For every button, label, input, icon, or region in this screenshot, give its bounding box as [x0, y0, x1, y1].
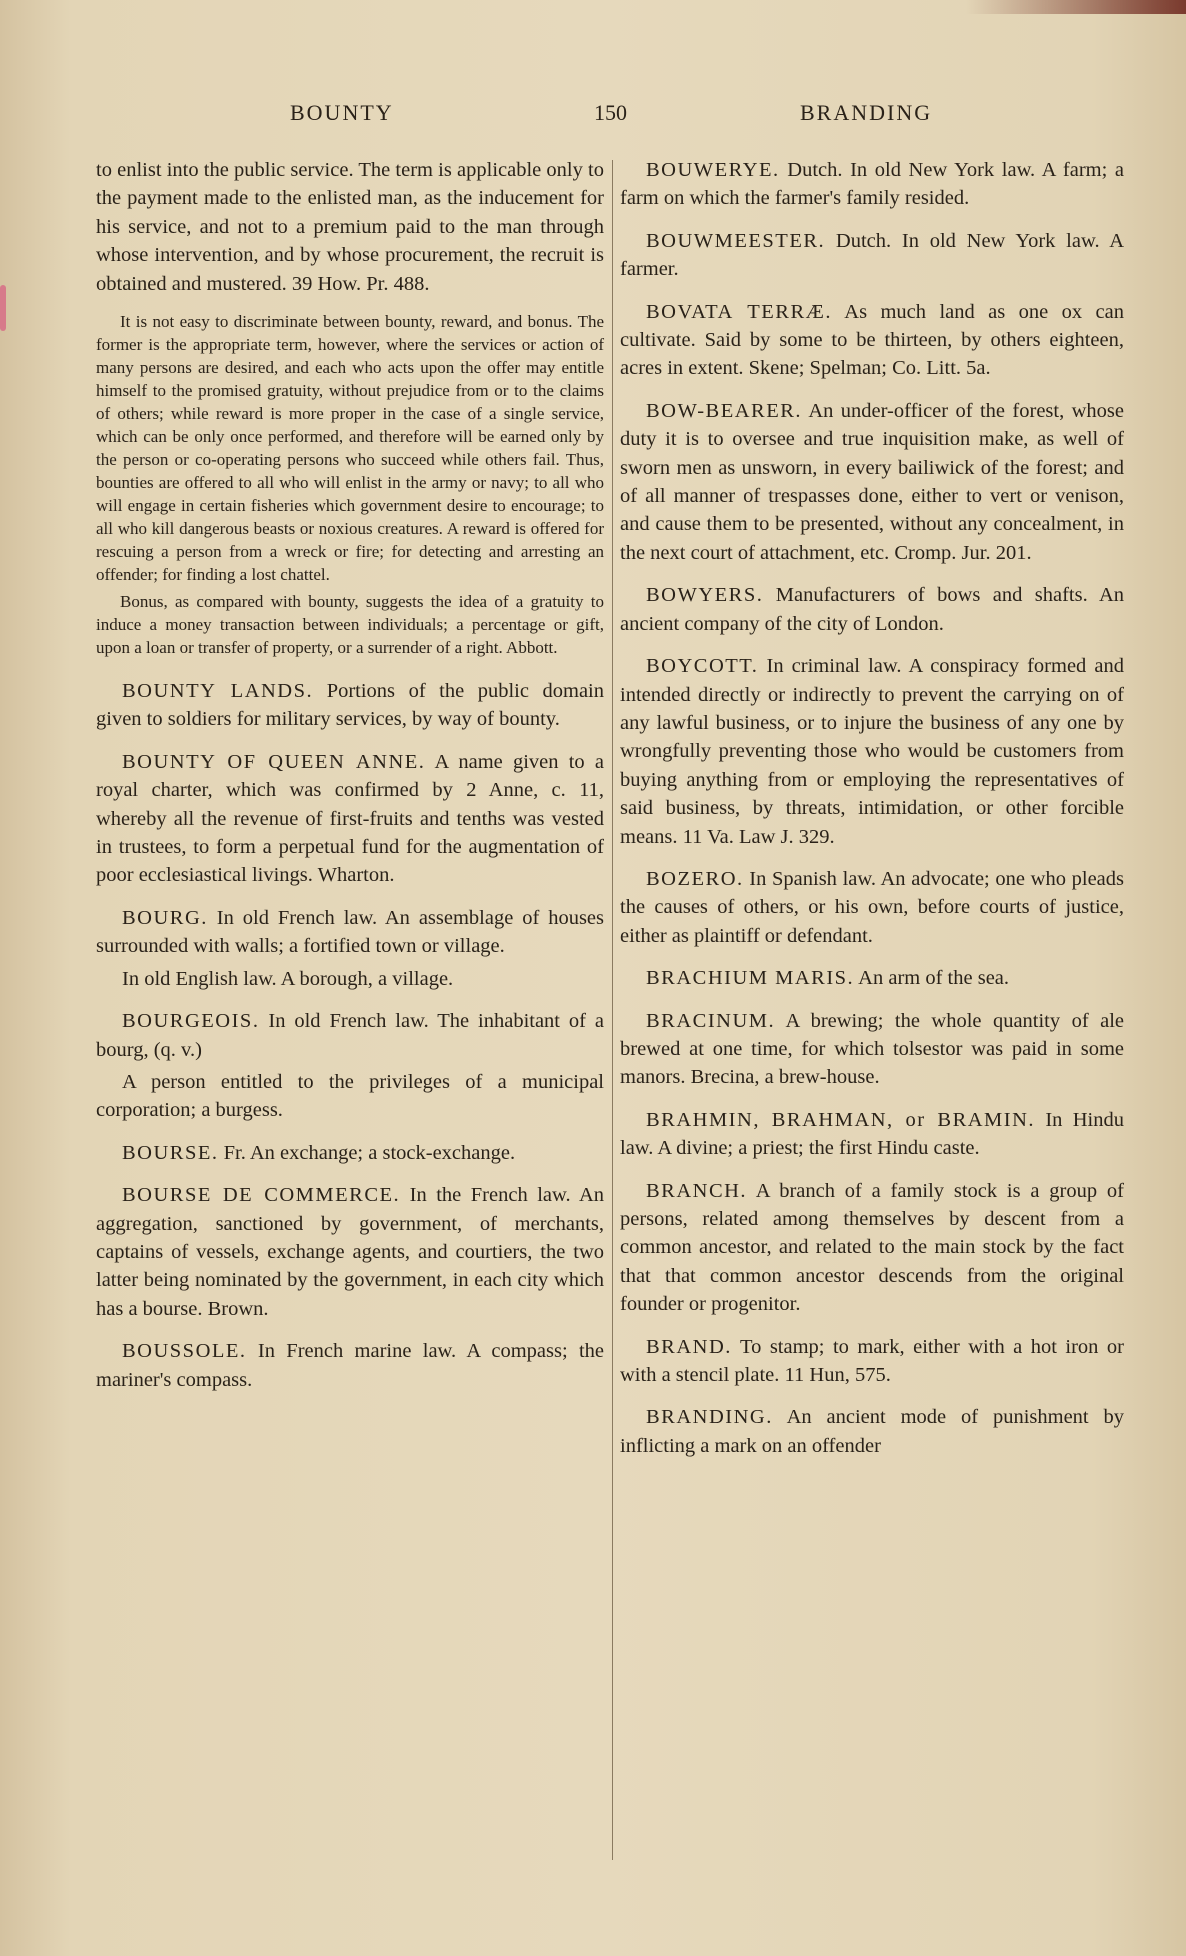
- entry-headword: BRAHMIN, BRAHMAN, or BRAMIN.: [646, 1108, 1036, 1131]
- entry-headword: BOUNTY OF QUEEN ANNE.: [122, 750, 426, 773]
- entry-bozero: [620, 865, 1124, 950]
- entry-text: In French marine law. A compass; the mariner's compass.: [96, 1340, 604, 1391]
- entry-text: An arm of the sea.: [858, 967, 1010, 990]
- entry-headword: BRAND.: [646, 1335, 732, 1358]
- entry-text: In the French law. An aggregation, sanctioned by government, of merchants, captains of vessels, exchange agents, and courtiers, the two latter being nominated by the government, in each city which has a bourse. Brown.: [96, 1184, 605, 1320]
- entry-headword: BOYCOTT.: [646, 655, 759, 678]
- entry-text: Portions of the public domain given to soldiers for military services, by way of bounty.: [96, 680, 604, 731]
- entry-headword: BRACINUM.: [646, 1009, 776, 1032]
- entry-text: A brewing; the whole quantity of ale brewed at one time, for which tolsestor was paid in some manors. Brecina, a brew-house.: [620, 1009, 1125, 1089]
- entry-headword: BOUNTY LANDS.: [122, 680, 314, 703]
- continued-text: to enlist into the public service. The term is applicable only to the payment made to the enlisted man, as the inducement for his service, and not to a premium paid to the man through whose intervention, and by whose procurement, the recruit is obtained and mustered. 39 How. Pr. 488.: [96, 159, 604, 295]
- entry-text: In old English law. A borough, a village.: [122, 967, 454, 990]
- small-note: Bonus, as compared with bounty, suggests the idea of a gratuity to induce a money transaction between individuals; a percentage or gift, upon a loan or transfer of property, or a surrender of a right. Abbott.: [96, 592, 604, 658]
- entry-bourse-de-commerce: [96, 1181, 604, 1323]
- entry-bounty-lands: [96, 677, 604, 734]
- entry-bounty-of-queen-anne: [96, 748, 604, 890]
- entry-text: In Spanish law. An advocate; one who pleads the causes of others, or his own, before courts of justice, either as plaintiff or defendant.: [620, 867, 1124, 947]
- entry-text: Fr. An exchange; a stock-exchange.: [223, 1141, 516, 1164]
- entry-bourg-continued: [96, 965, 604, 993]
- entry-headword: BOURGEOIS.: [122, 1010, 260, 1033]
- column-divider: [612, 160, 613, 1860]
- entry-headword: BRACHIUM MARIS.: [646, 967, 855, 990]
- entry-boussole: [96, 1337, 604, 1394]
- entry-text: In old French law. The inhabitant of a bourg, (q. v.): [96, 1010, 605, 1061]
- entry-headword: BOW-BEARER.: [646, 399, 803, 422]
- entry-text: An ancient mode of punishment by inflicting a mark on an offender: [620, 1406, 1124, 1457]
- entry-bowyers: [620, 581, 1124, 638]
- entry-text: A name given to a royal charter, which was confirmed by 2 Anne, c. 11, whereby all the revenue of first-fruits and tenths was vested in trustees, to form a perpetual fund for the augmentation of poor ecclesiastical livings. Wharton.: [96, 750, 604, 887]
- page-number: 150: [594, 100, 627, 125]
- entry-headword: BOZERO.: [646, 867, 744, 890]
- entry-text: An under-officer of the forest, whose duty it is to oversee and true inquisition make, as well of sworn men as unsworn, in every bailiwick of the forest; and of all manner of trespasses done, either to vert or venison, and cause them to be presented, without any concealment, in the next court of attachment, etc. Cromp. Jur. 201.: [620, 399, 1125, 564]
- entry-headword: BOURSE.: [122, 1141, 219, 1164]
- entry-text: As much land as one ox can cultivate. Said by some to be thirteen, by others eighteen, acres in extent. Skene; Spelman; Co. Litt. 5a.: [620, 300, 1124, 380]
- entry-text: In old French law. An assemblage of houses surrounded with walls; a fortified town or village.: [96, 906, 605, 958]
- entry-bouwmeester: [620, 227, 1124, 284]
- running-head: [0, 100, 1186, 136]
- entry-brachium-maris: [620, 964, 1124, 992]
- entry-text: Dutch. In old New York law. A farmer.: [620, 229, 1124, 281]
- entry-headword: BRANDING.: [646, 1406, 773, 1429]
- entry-bracinum: [620, 1007, 1124, 1092]
- entry-text: To stamp; to mark, either with a hot iron or with a stencil plate. 11 Hun, 575.: [620, 1335, 1124, 1387]
- entry-bow-bearer: [620, 397, 1124, 567]
- page-edge-stain: [966, 0, 1186, 14]
- entry-bourgeois-continued: [96, 1068, 604, 1125]
- entry-brahmin: [620, 1106, 1124, 1163]
- entry-bourgeois: [96, 1007, 604, 1064]
- right-column: [620, 156, 1124, 1474]
- entry-brand: [620, 1333, 1124, 1390]
- entry-bouwerye: [620, 156, 1124, 213]
- entry-text: In Hindu law. A divine; a priest; the first Hindu caste.: [620, 1108, 1125, 1160]
- entry-headword: BRANCH.: [646, 1179, 748, 1202]
- small-note: It is not easy to discriminate between bounty, reward, and bonus. The former is the appropriate term, however, where the services or action of many persons are desired, and each who acts upon the offer may entitle himself to the promised gratuity, without prejudice from or to the claims of others; while reward is more proper in the case of a single service, which can be only once performed, and therefore will be earned only by the person or co-operating persons who succeed while others fail. Thus, bounties are offered to all who will enlist in the army or navy; to all who will engage in certain fisheries which government desire to encourage; to all who kill dangerous beasts or noxious creatures. A reward is offered for rescuing a person from a wreck or fire; for detecting and arresting an offender; for finding a lost chattel.: [96, 312, 604, 585]
- entry-headword: BOVATA TERRÆ.: [646, 300, 833, 323]
- entry-headword: BOWYERS.: [646, 584, 764, 607]
- entry-headword: BOUWMEESTER.: [646, 229, 826, 252]
- entry-headword: BOUWERYE.: [646, 159, 780, 181]
- left-column: [96, 156, 604, 1408]
- entry-text: Dutch. In old New York law. A farm; a farm on which the farmer's family resided.: [620, 159, 1125, 210]
- entry-headword: BOURSE DE COMMERCE.: [122, 1184, 401, 1207]
- running-head-left: BOUNTY: [290, 100, 394, 125]
- margin-mark: [0, 285, 6, 331]
- running-head-right: BRANDING: [800, 100, 933, 125]
- entry-headword: BOUSSOLE.: [122, 1340, 247, 1363]
- entry-bourg: [96, 904, 604, 961]
- entry-branch: [620, 1177, 1124, 1319]
- entry-text: In criminal law. A conspiracy formed and intended directly or indirectly to prevent the carrying on of any lawful business, or to injure the business of any one by wrongfully preventing those who would be customers from buying anything from or employing the representatives of said business, by threats, intimidation, or other forcible means. 11 Va. Law J. 329.: [620, 655, 1124, 848]
- entry-text: A person entitled to the privileges of a municipal corporation; a burgess.: [96, 1070, 604, 1122]
- entry-headword: BOURG.: [122, 906, 208, 929]
- entry-branding: [620, 1403, 1124, 1460]
- entry-bovata-terrae: [620, 298, 1124, 383]
- entry-bourse: [96, 1139, 604, 1167]
- entry-boycott: [620, 652, 1124, 851]
- entry-text: Manufacturers of bows and shafts. An ancient company of the city of London.: [620, 584, 1125, 635]
- entry-text: A branch of a family stock is a group of persons, related among themselves by descent from a common ancestor, and related to the main stock by the fact that that common ancestor descends from the original founder or progenitor.: [620, 1179, 1124, 1316]
